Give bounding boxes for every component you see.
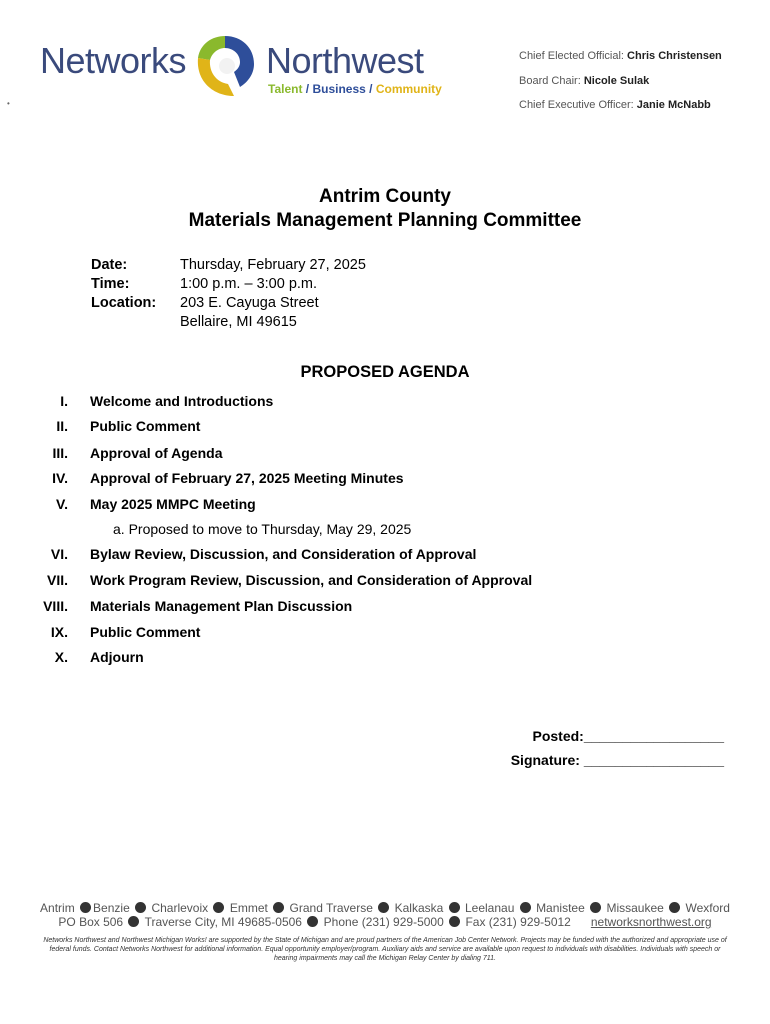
- bullet-icon: [213, 902, 224, 913]
- agenda-item-text: Welcome and Introductions: [90, 393, 274, 409]
- agenda-item-number: II.: [56, 418, 68, 434]
- officials-list: [519, 44, 722, 118]
- date-value: Thursday, February 27, 2025: [180, 257, 366, 273]
- bullet-icon: [378, 902, 389, 913]
- tagline-separator: /: [365, 82, 376, 96]
- logo-tagline: [268, 82, 442, 96]
- meeting-details: [91, 256, 366, 332]
- county-name: Emmet: [229, 901, 268, 915]
- document-title: [0, 185, 770, 233]
- official-chief-elected: [519, 44, 722, 69]
- agenda-item-text: Bylaw Review, Discussion, and Consideration of Approval: [90, 546, 477, 562]
- tagline-separator: /: [302, 82, 313, 96]
- logo-word-northwest: Northwest: [266, 40, 424, 81]
- agenda-subitem: a. Proposed to move to Thursday, May 29, 2025: [113, 521, 412, 537]
- stray-mark: •: [7, 99, 10, 108]
- county-name: Missaukee: [606, 901, 664, 915]
- official-name: Nicole Sulak: [583, 74, 650, 87]
- location-city: Bellaire, MI 49615: [180, 314, 297, 330]
- official-name: Janie McNabb: [636, 99, 711, 111]
- bullet-icon: [273, 902, 284, 913]
- title-county: Antrim County: [319, 186, 451, 207]
- agenda-item-text: May 2025 MMPC Meeting: [90, 496, 256, 512]
- time-label: Time:: [91, 276, 130, 292]
- official-role: Chief Elected Official:: [519, 50, 624, 62]
- county-name: Manistee: [536, 901, 585, 915]
- agenda-item-text: Public Comment: [90, 624, 201, 640]
- agenda-item-number: I.: [60, 393, 68, 409]
- official-ceo: [519, 93, 722, 118]
- official-role: Board Chair:: [519, 74, 581, 87]
- networks-northwest-logo: [40, 30, 440, 102]
- signature-line: Signature: __________________: [510, 752, 724, 768]
- meeting-date-row: [91, 256, 366, 275]
- fax-number: Fax (231) 929-5012: [465, 915, 571, 929]
- footer-disclaimer: Networks Northwest and Northwest Michigan Works! are supported by the State of Michigan and are proud partners of the American Job Center Network. Projects may be funded with the authorized and appropriate use of federal funds. Contact Networks Northwest for additional information. Equal opportunity employer/program. Auxiliary aids and service are available upon request to individuals with disabilities. Individuals with speech or hearing impairments may call the Michigan Relay Center by dialing 711.: [43, 937, 727, 962]
- county-name: Benzie: [93, 901, 130, 915]
- posted-line: Posted:__________________: [532, 728, 724, 744]
- phone-number: Phone (231) 929-5000: [323, 915, 444, 929]
- bullet-icon: [307, 916, 318, 927]
- agenda-item-number: VII.: [46, 572, 68, 588]
- official-role: Chief Executive Officer:: [519, 99, 634, 111]
- agenda-item-number: VIII.: [43, 598, 68, 614]
- county-name: Grand Traverse: [289, 901, 373, 915]
- bullet-icon: [449, 902, 460, 913]
- meeting-location-row: [91, 294, 366, 313]
- county-name: Kalkaska: [394, 901, 444, 915]
- county-name: Leelanau: [464, 901, 515, 915]
- agenda-item-number: IV.: [52, 470, 68, 486]
- official-name: Chris Christensen: [627, 50, 722, 62]
- time-value: 1:00 p.m. – 3:00 p.m.: [180, 276, 318, 292]
- agenda-item-text: Work Program Review, Discussion, and Consideration of Approval: [90, 572, 533, 588]
- bullet-icon: [669, 902, 680, 913]
- city-address: Traverse City, MI 49685-0506: [144, 915, 302, 929]
- logo-emblem-icon: [190, 32, 260, 98]
- agenda-item-text: Public Comment: [90, 418, 201, 434]
- official-board-chair: [519, 69, 722, 94]
- title-committee: Materials Management Planning Committee: [188, 210, 582, 231]
- website-link[interactable]: networksnorthwest.org: [590, 915, 712, 929]
- date-label: Date:: [91, 257, 128, 273]
- tagline-business: Business: [312, 82, 366, 96]
- agenda-item-text: Approval of Agenda: [90, 445, 223, 461]
- agenda-item-number: IX.: [50, 624, 68, 640]
- agenda-item-number: VI.: [50, 546, 68, 562]
- tagline-talent: Talent: [268, 82, 303, 96]
- bullet-icon: [449, 916, 460, 927]
- meeting-time-row: [91, 275, 366, 294]
- bullet-icon: [520, 902, 531, 913]
- bullet-icon: [128, 916, 139, 927]
- bullet-icon: [80, 902, 91, 913]
- logo-word-networks: Networks: [40, 40, 187, 81]
- agenda-item-text: Adjourn: [90, 649, 144, 665]
- location-label: Location:: [91, 295, 157, 311]
- county-name: Wexford: [685, 901, 730, 915]
- meeting-location-row-2: [91, 313, 366, 332]
- agenda-title: PROPOSED AGENDA: [300, 363, 470, 381]
- footer-contact: [0, 915, 770, 929]
- county-name: Charlevoix: [151, 901, 209, 915]
- footer-counties: [0, 901, 770, 915]
- bullet-icon: [135, 902, 146, 913]
- agenda-item-number: III.: [52, 445, 68, 461]
- agenda-item-number: X.: [54, 649, 68, 665]
- po-box: PO Box 506: [58, 915, 124, 929]
- location-street: 203 E. Cayuga Street: [180, 295, 319, 311]
- county-name: Antrim: [40, 901, 75, 915]
- bullet-icon: [590, 902, 601, 913]
- agenda-item-number: V.: [56, 496, 68, 512]
- agenda-item-text: Materials Management Plan Discussion: [90, 598, 353, 614]
- agenda-item-text: Approval of February 27, 2025 Meeting Minutes: [90, 470, 404, 486]
- tagline-community: Community: [375, 82, 442, 96]
